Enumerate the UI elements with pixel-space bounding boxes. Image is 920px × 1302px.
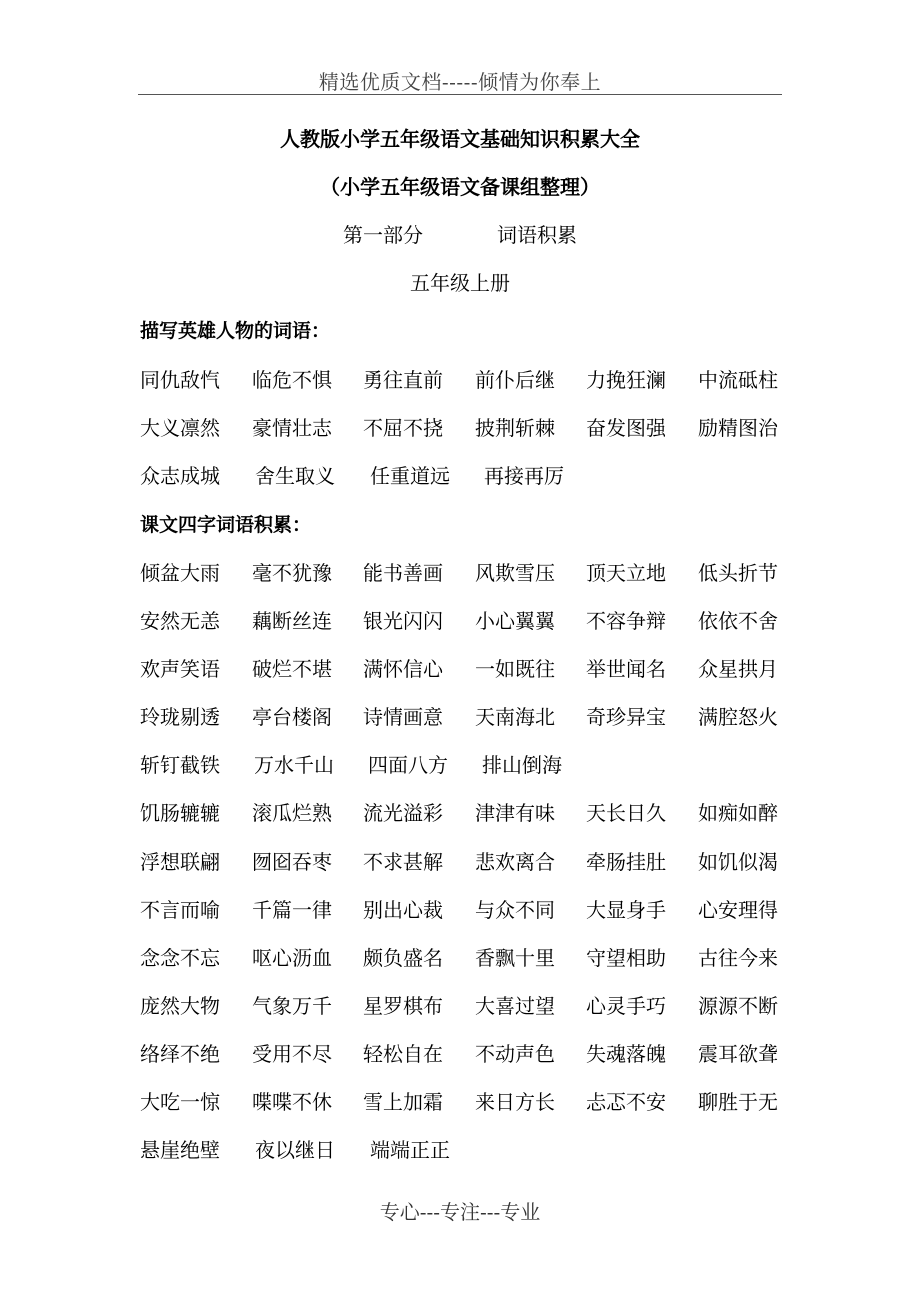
word-item: 临危不惧 <box>252 368 332 392</box>
page-header: 精选优质文档-----倾情为你奉上 <box>318 70 602 94</box>
word-item: 中流砥柱 <box>698 368 778 392</box>
word-item: 披荆斩棘 <box>475 416 555 440</box>
word-item: 忐忑不安 <box>586 1090 666 1114</box>
word-item: 大喜过望 <box>475 994 555 1018</box>
word-item: 四面八方 <box>368 753 448 777</box>
word-item: 震耳欲聋 <box>698 1042 778 1066</box>
word-item: 诗情画意 <box>363 705 443 729</box>
word-item: 亭台楼阁 <box>252 705 332 729</box>
word-item: 气象万千 <box>252 994 332 1018</box>
grade-heading: 五年级上册 <box>410 271 510 295</box>
word-item: 举世闻名 <box>586 657 666 681</box>
word-item: 不屈不挠 <box>363 416 443 440</box>
word-item: 安然无恙 <box>140 609 220 633</box>
word-item: 守望相助 <box>586 946 666 970</box>
word-item: 端端正正 <box>370 1138 450 1162</box>
word-item: 不容争辩 <box>586 609 666 633</box>
word-item: 大吃一惊 <box>140 1090 220 1114</box>
word-item: 轻松自在 <box>363 1042 443 1066</box>
word-item: 不言而喻 <box>140 898 220 922</box>
word-item: 流光溢彩 <box>363 801 443 825</box>
word-item: 风欺雪压 <box>475 561 555 585</box>
word-item: 聊胜于无 <box>698 1090 778 1114</box>
word-item: 斩钉截铁 <box>140 753 220 777</box>
word-item: 滚瓜烂熟 <box>252 801 332 825</box>
word-item: 星罗棋布 <box>363 994 443 1018</box>
section-heading-lesson-idioms: 课文四字词语积累： <box>140 514 312 536</box>
word-item: 众星拱月 <box>698 657 778 681</box>
word-item: 满怀信心 <box>363 657 443 681</box>
word-item: 古往今来 <box>698 946 778 970</box>
word-item: 喋喋不休 <box>252 1090 332 1114</box>
word-item: 囫囵吞枣 <box>252 850 332 874</box>
word-item: 来日方长 <box>475 1090 555 1114</box>
word-item: 豪情壮志 <box>252 416 332 440</box>
word-item: 破烂不堪 <box>252 657 332 681</box>
word-item: 受用不尽 <box>252 1042 332 1066</box>
word-item: 小心翼翼 <box>475 609 555 633</box>
word-item: 前仆后继 <box>475 368 555 392</box>
word-item: 悲欢离合 <box>475 850 555 874</box>
word-item: 夜以继日 <box>255 1138 335 1162</box>
word-item: 浮想联翩 <box>140 850 220 874</box>
word-item: 津津有味 <box>475 801 555 825</box>
header-divider <box>138 94 782 95</box>
word-item: 奇珍异宝 <box>586 705 666 729</box>
word-item: 低头折节 <box>698 561 778 585</box>
word-item: 络绎不绝 <box>140 1042 220 1066</box>
word-item: 心安理得 <box>698 898 778 922</box>
word-item: 舍生取义 <box>255 464 335 488</box>
word-item: 同仇敌忾 <box>140 368 220 392</box>
word-item: 玲珑剔透 <box>140 705 220 729</box>
page-footer: 专心---专注---专业 <box>379 1200 541 1224</box>
word-item: 万水千山 <box>254 753 334 777</box>
word-item: 毫不犹豫 <box>252 561 332 585</box>
document-subtitle: （小学五年级语文备课组整理） <box>320 175 600 199</box>
word-item: 依依不舍 <box>698 609 778 633</box>
word-item: 天南海北 <box>475 705 555 729</box>
word-item: 念念不忘 <box>140 946 220 970</box>
word-item: 励精图治 <box>698 416 778 440</box>
word-item: 不动声色 <box>475 1042 555 1066</box>
word-item: 如痴如醉 <box>698 801 778 825</box>
word-item: 藕断丝连 <box>252 609 332 633</box>
part-name: 词语积累 <box>497 223 577 247</box>
word-item: 如饥似渴 <box>698 850 778 874</box>
word-item: 勇往直前 <box>363 368 443 392</box>
word-item: 牵肠挂肚 <box>586 850 666 874</box>
word-item: 欢声笑语 <box>140 657 220 681</box>
word-item: 失魂落魄 <box>586 1042 666 1066</box>
word-item: 再接再厉 <box>484 464 564 488</box>
word-item: 排山倒海 <box>482 753 562 777</box>
word-item: 倾盆大雨 <box>140 561 220 585</box>
part-heading <box>0 219 920 248</box>
word-item: 与众不同 <box>475 898 555 922</box>
word-item: 源源不断 <box>698 994 778 1018</box>
word-item: 不求甚解 <box>363 850 443 874</box>
word-item: 心灵手巧 <box>586 994 666 1018</box>
word-item: 呕心沥血 <box>252 946 332 970</box>
word-item: 任重道远 <box>370 464 450 488</box>
word-item: 力挽狂澜 <box>586 368 666 392</box>
word-item: 顶天立地 <box>586 561 666 585</box>
document-title: 人教版小学五年级语文基础知识积累大全 <box>280 127 640 151</box>
word-item: 庞然大物 <box>140 994 220 1018</box>
word-item: 众志成城 <box>140 464 220 488</box>
word-item: 一如既往 <box>475 657 555 681</box>
word-item: 天长日久 <box>586 801 666 825</box>
word-item: 颇负盛名 <box>363 946 443 970</box>
word-item: 满腔怒火 <box>698 705 778 729</box>
word-item: 雪上加霜 <box>363 1090 443 1114</box>
word-item: 银光闪闪 <box>363 609 443 633</box>
word-item: 大显身手 <box>586 898 666 922</box>
word-item: 大义凛然 <box>140 416 220 440</box>
part-number: 第一部分 <box>343 223 423 247</box>
word-item: 别出心裁 <box>363 898 443 922</box>
word-item: 奋发图强 <box>586 416 666 440</box>
word-item: 能书善画 <box>363 561 443 585</box>
section-heading-heroes: 描写英雄人物的词语： <box>140 320 331 342</box>
word-item: 悬崖绝壁 <box>140 1138 220 1162</box>
word-item: 香飘十里 <box>475 946 555 970</box>
word-item: 饥肠辘辘 <box>140 801 220 825</box>
word-item: 千篇一律 <box>252 898 332 922</box>
